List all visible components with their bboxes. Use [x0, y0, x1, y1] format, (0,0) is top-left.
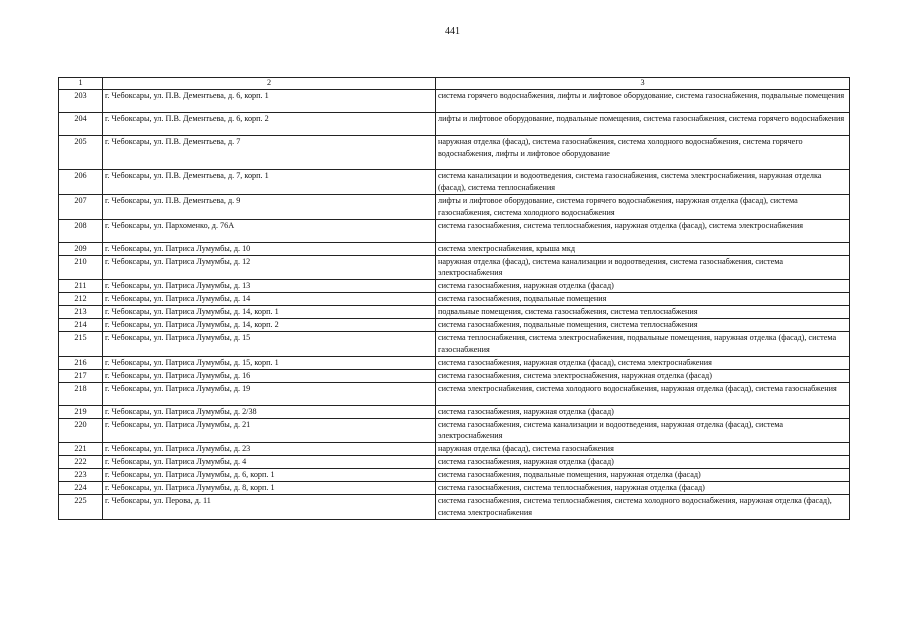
table-row — [59, 469, 850, 482]
address-cell: г. Чебоксары, ул. Патриса Лумумбы, д. 23 — [103, 443, 436, 456]
table-row — [59, 136, 850, 170]
table-row — [59, 331, 850, 356]
address-cell: г. Чебоксары, ул. Патриса Лумумбы, д. 10 — [103, 242, 436, 255]
row-number-cell: 210 — [59, 255, 103, 280]
address-cell: г. Чебоксары, ул. Патриса Лумумбы, д. 2/38 — [103, 405, 436, 418]
table-row — [59, 293, 850, 306]
row-number-cell: 214 — [59, 319, 103, 332]
table-row — [59, 382, 850, 405]
row-number-cell: 223 — [59, 469, 103, 482]
address-cell: г. Чебоксары, ул. П.В. Дементьева, д. 9 — [103, 194, 436, 219]
row-number-cell: 212 — [59, 293, 103, 306]
row-number-cell: 209 — [59, 242, 103, 255]
table-row — [59, 170, 850, 195]
systems-cell: система газоснабжения, наружная отделка (фасад) — [436, 280, 850, 293]
page-number: 441 — [445, 26, 460, 37]
housing-systems-table — [58, 77, 850, 520]
address-cell: г. Чебоксары, ул. Патриса Лумумбы, д. 14, корп. 2 — [103, 319, 436, 332]
address-cell: г. Чебоксары, ул. Патриса Лумумбы, д. 13 — [103, 280, 436, 293]
systems-cell: система газоснабжения, система теплоснабжения, наружная отделка (фасад), система электроснабжения — [436, 219, 850, 242]
row-number-cell: 224 — [59, 482, 103, 495]
table-header — [59, 78, 850, 90]
row-number-cell: 216 — [59, 356, 103, 369]
systems-cell: система газоснабжения, система теплоснабжения, система холодного водоснабжения, наружная отделка (фасад), система электроснабжения — [436, 494, 850, 519]
row-number-cell: 208 — [59, 219, 103, 242]
address-cell: г. Чебоксары, ул. Патриса Лумумбы, д. 14, корп. 1 — [103, 306, 436, 319]
column-header-number: 1 — [59, 78, 103, 90]
table-row — [59, 369, 850, 382]
address-cell: г. Чебоксары, ул. П.В. Дементьева, д. 7 — [103, 136, 436, 170]
systems-cell: система газоснабжения, подвальные помещения, система теплоснабжения — [436, 319, 850, 332]
row-number-cell: 219 — [59, 405, 103, 418]
systems-cell: система горячего водоснабжения, лифты и лифтовое оборудование, система газоснабжения, подвальные помещения — [436, 90, 850, 113]
address-cell: г. Чебоксары, ул. Пархоменко, д. 76А — [103, 219, 436, 242]
table-row — [59, 255, 850, 280]
row-number-cell: 211 — [59, 280, 103, 293]
row-number-cell: 207 — [59, 194, 103, 219]
address-cell: г. Чебоксары, ул. Патриса Лумумбы, д. 4 — [103, 456, 436, 469]
row-number-cell: 217 — [59, 369, 103, 382]
systems-cell: наружная отделка (фасад), система газоснабжения — [436, 443, 850, 456]
systems-cell: система газоснабжения, наружная отделка (фасад) — [436, 456, 850, 469]
column-header-address: 2 — [103, 78, 436, 90]
row-number-cell: 203 — [59, 90, 103, 113]
table-row — [59, 418, 850, 443]
address-cell: г. Чебоксары, ул. Патриса Лумумбы, д. 19 — [103, 382, 436, 405]
systems-cell: система газоснабжения, система канализации и водоотведения, наружная отделка (фасад), система электроснабжения — [436, 418, 850, 443]
systems-cell: система газоснабжения, система электроснабжения, наружная отделка (фасад) — [436, 369, 850, 382]
address-cell: г. Чебоксары, ул. П.В. Дементьева, д. 6, корп. 1 — [103, 90, 436, 113]
column-header-systems: 3 — [436, 78, 850, 90]
table-row — [59, 219, 850, 242]
systems-cell: система газоснабжения, наружная отделка (фасад) — [436, 405, 850, 418]
table-row — [59, 443, 850, 456]
row-number-cell: 225 — [59, 494, 103, 519]
row-number-cell: 213 — [59, 306, 103, 319]
table-body — [59, 90, 850, 520]
systems-cell: лифты и лифтовое оборудование, система горячего водоснабжения, наружная отделка (фасад), система газоснабжения, система холодного водоснабжения — [436, 194, 850, 219]
row-number-cell: 222 — [59, 456, 103, 469]
address-cell: г. Чебоксары, ул. Патриса Лумумбы, д. 8, корп. 1 — [103, 482, 436, 495]
row-number-cell: 221 — [59, 443, 103, 456]
address-cell: г. Чебоксары, ул. Патриса Лумумбы, д. 15, корп. 1 — [103, 356, 436, 369]
row-number-cell: 220 — [59, 418, 103, 443]
systems-cell: система электроснабжения, система холодного водоснабжения, наружная отделка (фасад), система газоснабжения — [436, 382, 850, 405]
address-cell: г. Чебоксары, ул. П.В. Дементьева, д. 7, корп. 1 — [103, 170, 436, 195]
table-row — [59, 306, 850, 319]
systems-cell: система канализации и водоотведения, система газоснабжения, система электроснабжения, наружная отделка (фасад), система теплоснабжения — [436, 170, 850, 195]
header-row — [59, 78, 850, 90]
systems-cell: система электроснабжения, крыша мкд — [436, 242, 850, 255]
row-number-cell: 215 — [59, 331, 103, 356]
systems-cell: подвальные помещения, система газоснабжения, система теплоснабжения — [436, 306, 850, 319]
table-row — [59, 242, 850, 255]
table-row — [59, 482, 850, 495]
address-cell: г. Чебоксары, ул. Патриса Лумумбы, д. 12 — [103, 255, 436, 280]
systems-cell: система газоснабжения, система теплоснабжения, наружная отделка (фасад) — [436, 482, 850, 495]
systems-cell: система газоснабжения, наружная отделка (фасад), система электроснабжения — [436, 356, 850, 369]
address-cell: г. Чебоксары, ул. Патриса Лумумбы, д. 6, корп. 1 — [103, 469, 436, 482]
table-row — [59, 90, 850, 113]
row-number-cell: 206 — [59, 170, 103, 195]
table-row — [59, 405, 850, 418]
table-row — [59, 319, 850, 332]
address-cell: г. Чебоксары, ул. Перова, д. 11 — [103, 494, 436, 519]
address-cell: г. Чебоксары, ул. Патриса Лумумбы, д. 21 — [103, 418, 436, 443]
row-number-cell: 218 — [59, 382, 103, 405]
address-cell: г. Чебоксары, ул. Патриса Лумумбы, д. 14 — [103, 293, 436, 306]
table-row — [59, 494, 850, 519]
systems-cell: система теплоснабжения, система электроснабжения, подвальные помещения, наружная отделка (фасад), система газоснабжения — [436, 331, 850, 356]
systems-cell: наружная отделка (фасад), система канализации и водоотведения, система газоснабжения, система электроснабжения — [436, 255, 850, 280]
table-row — [59, 113, 850, 136]
systems-cell: система газоснабжения, подвальные помещения — [436, 293, 850, 306]
table-row — [59, 456, 850, 469]
row-number-cell: 204 — [59, 113, 103, 136]
address-cell: г. Чебоксары, ул. Патриса Лумумбы, д. 15 — [103, 331, 436, 356]
table-row — [59, 356, 850, 369]
systems-cell: лифты и лифтовое оборудование, подвальные помещения, система газоснабжения, система горячего водоснабжения — [436, 113, 850, 136]
address-cell: г. Чебоксары, ул. П.В. Дементьева, д. 6, корп. 2 — [103, 113, 436, 136]
systems-cell: наружная отделка (фасад), система газоснабжения, система холодного водоснабжения, система горячего водоснабжения, лифты и лифтовое оборудование — [436, 136, 850, 170]
address-cell: г. Чебоксары, ул. Патриса Лумумбы, д. 16 — [103, 369, 436, 382]
table-row — [59, 280, 850, 293]
table-row — [59, 194, 850, 219]
systems-cell: система газоснабжения, подвальные помещения, наружная отделка (фасад) — [436, 469, 850, 482]
row-number-cell: 205 — [59, 136, 103, 170]
